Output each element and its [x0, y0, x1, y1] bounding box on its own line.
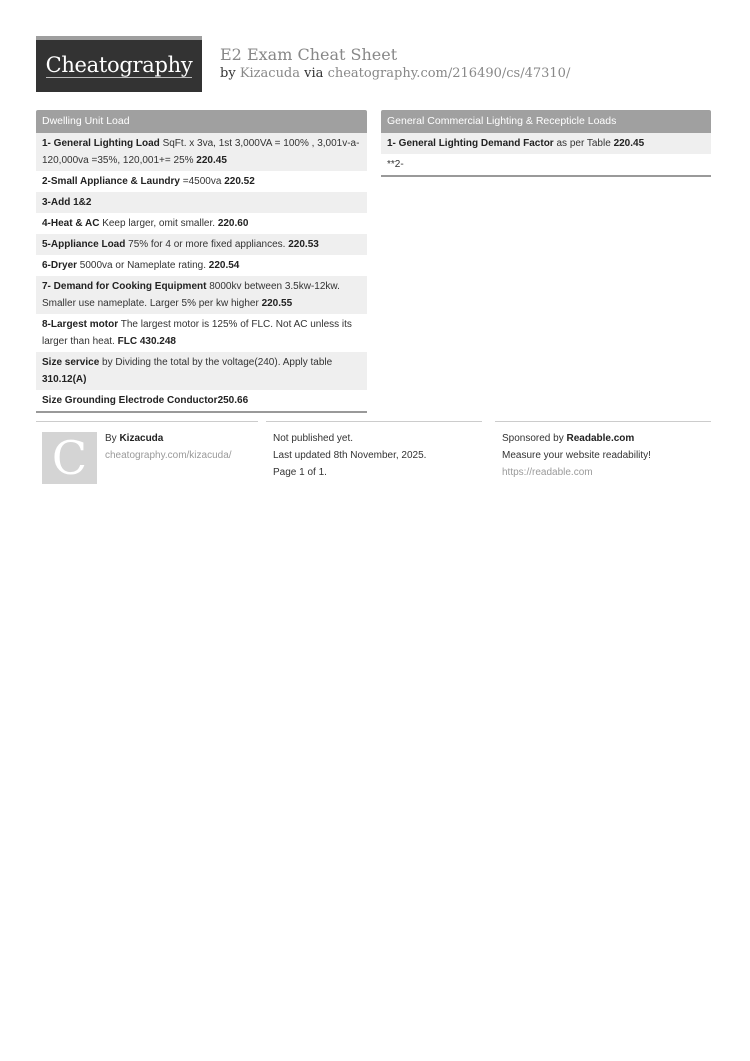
footer-author-text: [105, 430, 232, 464]
table-row: [36, 133, 367, 171]
row-desc: =4500va: [180, 176, 225, 187]
row-code: 250.66: [217, 395, 249, 406]
row-term: 6-Dryer: [42, 260, 78, 271]
row-code: 220.60: [217, 218, 249, 229]
footer-by: By: [105, 433, 117, 444]
row-term: Size service: [42, 357, 100, 368]
row-desc: The largest motor is 125% of FLC. Not AC unless its larger than heat.: [42, 319, 352, 347]
avatar[interactable]: C: [42, 432, 97, 484]
section-title: General Commercial Lighting & Recepticle Loads: [381, 110, 711, 133]
section-title: Dwelling Unit Load: [36, 110, 367, 133]
row-term: 2-Small Appliance & Laundry: [42, 176, 180, 187]
footer-author: [36, 421, 258, 490]
row-desc: by Dividing the total by the voltage(240). Apply table: [99, 357, 333, 368]
footer-author-url[interactable]: cheatography.com/kizacuda/: [105, 450, 232, 461]
row-term: 7- Demand for Cooking Equipment: [42, 281, 207, 292]
footer: [36, 421, 711, 491]
sheet-title: E2 Exam Cheat Sheet: [220, 45, 398, 64]
byline-by: by: [220, 66, 236, 81]
footer-author-link[interactable]: Kizacuda: [119, 433, 164, 444]
logo-text: Cheatography: [45, 52, 193, 77]
row-code: 220.45: [613, 138, 645, 149]
row-term: 4-Heat & AC: [42, 218, 100, 229]
row-desc: **2-: [387, 159, 404, 170]
table-row: [36, 314, 367, 352]
page-count: Page 1 of 1.: [273, 467, 327, 478]
footer-publish-info: [266, 421, 482, 490]
last-updated: Last updated 8th November, 2025.: [273, 450, 427, 461]
footer-sponsor-text: [502, 430, 651, 481]
row-desc: 75% for 4 or more fixed appliances.: [125, 239, 289, 250]
commercial-loads-section: [381, 110, 711, 177]
row-desc: 5000va or Nameplate rating.: [77, 260, 209, 271]
sponsor-url[interactable]: https://readable.com: [502, 467, 593, 478]
sheet-url-link[interactable]: cheatography.com/216490/cs/47310/: [327, 66, 571, 81]
author-link[interactable]: Kizacuda: [239, 66, 301, 81]
dwelling-unit-load-section: [36, 110, 367, 413]
published-status: Not published yet.: [273, 433, 354, 444]
cheatography-logo[interactable]: [36, 36, 202, 92]
row-code: 220.45: [196, 155, 227, 166]
table-row: [381, 154, 711, 175]
byline: [220, 66, 570, 81]
row-term: 8-Largest motor: [42, 319, 119, 330]
row-code: 220.54: [208, 260, 240, 271]
footer-publish-text: [273, 430, 426, 481]
row-code: 220.52: [224, 176, 255, 187]
sponsored-by: Sponsored by: [502, 433, 564, 444]
table-row: [36, 213, 367, 234]
row-code: FLC 430.248: [117, 336, 176, 347]
row-desc: as per Table: [553, 138, 614, 149]
row-term: 1- General Lighting Load: [42, 138, 160, 149]
row-code: 220.55: [261, 298, 293, 309]
row-term: 5-Appliance Load: [42, 239, 126, 250]
table-row: [36, 352, 367, 390]
row-desc: SqFt. x 3va, 1st 3,000VA = 100% , 3,001v-a-120,000va =35%, 120,001+= 25%: [42, 138, 360, 166]
row-term: 3-Add 1&2: [42, 197, 92, 208]
table-row: [36, 390, 367, 411]
sponsor-tagline: Measure your website readability!: [502, 450, 651, 461]
row-desc: 8000kv between 3.5kw-12kw. Smaller use nameplate. Larger 5% per kw higher: [42, 281, 340, 309]
byline-via: via: [304, 66, 324, 81]
sponsor-link[interactable]: Readable.com: [566, 433, 635, 444]
table-row: [36, 255, 367, 276]
footer-sponsor: [495, 421, 711, 490]
table-row: [381, 133, 711, 154]
table-row: [36, 276, 367, 314]
table-row: [36, 192, 367, 213]
row-term: 1- General Lighting Demand Factor: [387, 138, 554, 149]
row-code: 310.12(A): [42, 374, 87, 385]
table-row: [36, 171, 367, 192]
row-code: 220.53: [288, 239, 319, 250]
row-desc: Keep larger, omit smaller.: [99, 218, 218, 229]
table-row: [36, 234, 367, 255]
row-term: Size Grounding Electrode Conductor: [42, 395, 218, 406]
